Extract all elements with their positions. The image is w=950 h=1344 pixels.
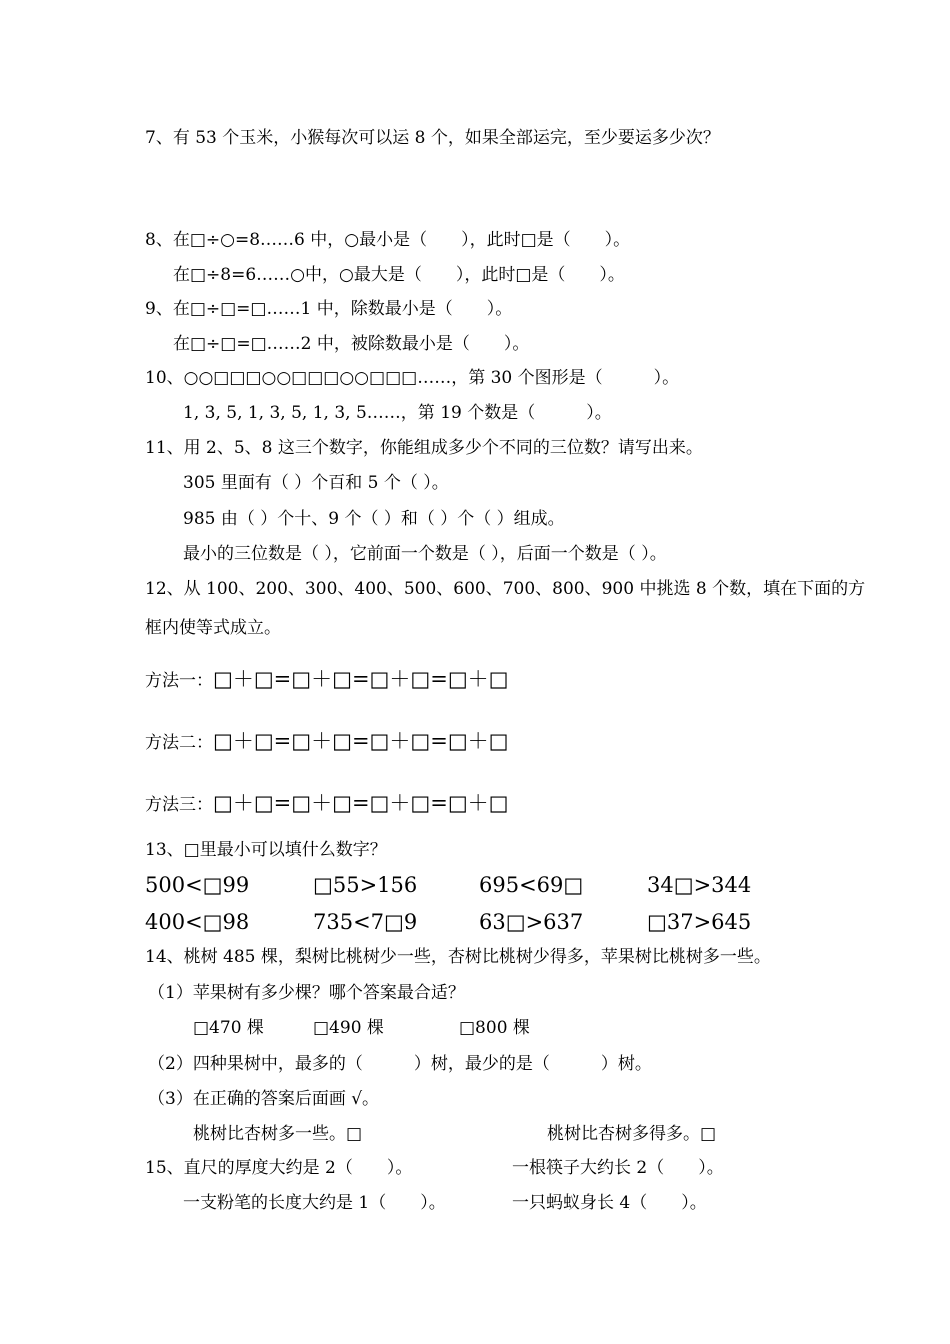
question-10-b: 1, 3, 5, 1, 3, 5, 1, 3, 5……，第 19 个数是（ ）。 bbox=[183, 403, 612, 423]
question-11-d: 最小的三位数是（ ），它前面一个数是（ ），后面一个数是（ ）。 bbox=[183, 544, 667, 564]
q13-item: □55>156 bbox=[313, 873, 418, 897]
q13-item: 400<□98 bbox=[145, 910, 250, 934]
choice-2: 桃树比杏树多得多。□ bbox=[547, 1124, 717, 1144]
question-9-b: 在□÷□=□……2 中，被除数最小是（ ）。 bbox=[173, 334, 530, 354]
question-15-a2: 一根筷子大约长 2（ ）。 bbox=[512, 1158, 724, 1178]
q13-item: 34□>344 bbox=[647, 873, 752, 897]
question-9-a: 9、在□÷□=□……1 中，除数最小是（ ）。 bbox=[145, 299, 513, 319]
method-1-equation: □＋□=□＋□=□＋□=□＋□ bbox=[213, 667, 509, 691]
question-10-a: 10、○○□□□○○□□□○○□□□……，第 30 个图形是（ ）。 bbox=[145, 368, 680, 388]
question-11-b: 305 里面有（ ）个百和 5 个（ ）。 bbox=[183, 473, 449, 493]
option-490: □490 棵 bbox=[313, 1018, 384, 1038]
q13-item: 500<□99 bbox=[145, 873, 250, 897]
method-1 bbox=[145, 666, 509, 692]
question-13-title: 13、□里最小可以填什么数字？ bbox=[145, 840, 387, 860]
method-3-equation: □＋□=□＋□=□＋□=□＋□ bbox=[213, 791, 509, 815]
question-12-a: 12、从 100、200、300、400、500、600、700、800、900 中挑选 8 个数，填在下面的方 bbox=[145, 579, 866, 599]
method-2 bbox=[145, 728, 509, 754]
question-15-a1: 15、直尺的厚度大约是 2（ ）。 bbox=[145, 1158, 413, 1178]
question-12-b: 框内使等式成立。 bbox=[145, 618, 281, 638]
question-15-b2: 一只蚂蚁身长 4（ ）。 bbox=[512, 1193, 707, 1213]
method-3 bbox=[145, 790, 509, 816]
method-2-label: 方法二： bbox=[145, 733, 213, 753]
question-8-b: 在□÷8=6……○中，○最大是（ ），此时□是（ ）。 bbox=[173, 265, 625, 285]
q13-item: 695<69□ bbox=[479, 873, 584, 897]
question-8-a: 8、在□÷○=8……6 中，○最小是（ ），此时□是（ ）。 bbox=[145, 230, 631, 250]
q13-item: 735<7□9 bbox=[313, 910, 418, 934]
question-11-c: 985 由（ ）个十、9 个（ ）和（ ）个（ ）组成。 bbox=[183, 509, 565, 529]
question-14-a: 14、桃树 485 棵，梨树比桃树少一些，杏树比桃树少得多，苹果树比桃树多一些。 bbox=[145, 947, 771, 967]
method-3-label: 方法三： bbox=[145, 795, 213, 815]
question-14-p2: （2）四种果树中，最多的（ ）树，最少的是（ ）树。 bbox=[148, 1054, 652, 1074]
option-470: □470 棵 bbox=[193, 1018, 264, 1038]
choice-1: 桃树比杏树多一些。□ bbox=[193, 1124, 363, 1144]
question-7: 7、有 53 个玉米，小猴每次可以运 8 个，如果全部运完，至少要运多少次？ bbox=[145, 128, 720, 148]
question-15-b1: 一支粉笔的长度大约是 1（ ）。 bbox=[183, 1193, 446, 1213]
question-14-p3: （3）在正确的答案后面画 √。 bbox=[148, 1089, 380, 1109]
method-1-label: 方法一： bbox=[145, 671, 213, 691]
question-11-a: 11、用 2、5、8 这三个数字，你能组成多少个不同的三位数？请写出来。 bbox=[145, 438, 703, 458]
question-14-p1: （1）苹果树有多少棵？哪个答案最合适？ bbox=[148, 983, 465, 1003]
q13-item: 63□>637 bbox=[479, 910, 584, 934]
method-2-equation: □＋□=□＋□=□＋□=□＋□ bbox=[213, 729, 509, 753]
q13-item: □37>645 bbox=[647, 910, 752, 934]
option-800: □800 棵 bbox=[459, 1018, 530, 1038]
